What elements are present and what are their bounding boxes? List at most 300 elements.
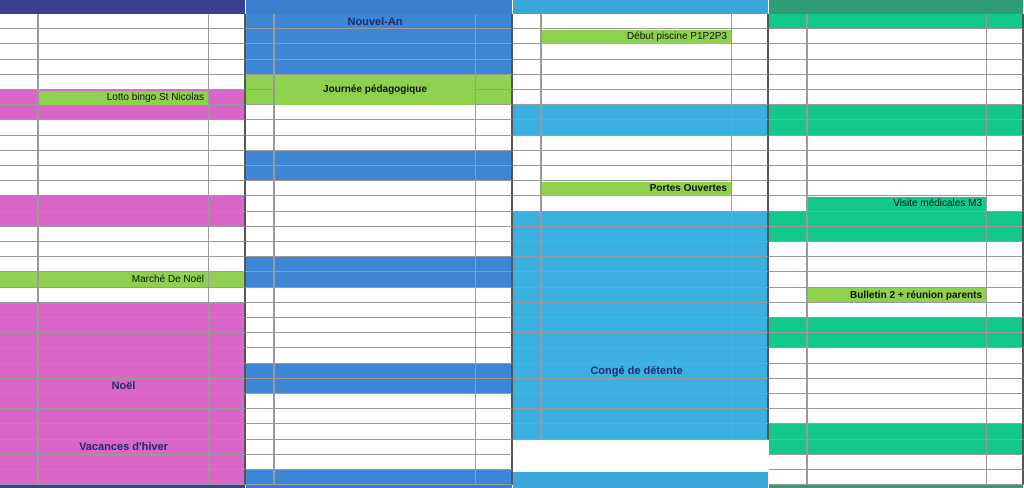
day-name-cell	[769, 364, 807, 379]
day-number-cell	[208, 242, 246, 257]
event-cell[interactable]	[274, 318, 475, 333]
day-name-cell	[246, 242, 274, 257]
day-number-cell	[475, 90, 513, 105]
day-number-cell	[475, 364, 513, 379]
day-name-cell	[0, 303, 38, 318]
day-name-cell	[769, 136, 807, 151]
event-cell[interactable]	[807, 166, 986, 181]
event-cell[interactable]	[541, 120, 731, 135]
event-cell[interactable]	[807, 90, 986, 105]
event-label[interactable]: Congé de détente	[590, 365, 683, 378]
day-name-cell	[769, 242, 807, 257]
day-number-cell	[986, 272, 1024, 287]
day-number-cell	[731, 120, 769, 135]
event-label[interactable]: Bulletin 2 + réunion parents	[808, 288, 986, 302]
event-cell[interactable]	[38, 227, 208, 242]
event-cell[interactable]	[807, 333, 986, 348]
event-cell[interactable]	[274, 242, 475, 257]
day-name-cell	[513, 29, 541, 44]
month-header-janvier	[246, 0, 513, 14]
day-number-cell	[208, 440, 246, 455]
event-cell[interactable]	[807, 151, 986, 166]
day-number-cell	[731, 212, 769, 227]
event-cell[interactable]	[38, 333, 208, 348]
day-name-cell	[769, 105, 807, 120]
event-cell[interactable]	[38, 14, 208, 29]
day-number-cell	[208, 455, 246, 470]
day-name-cell	[769, 44, 807, 59]
day-name-cell	[0, 424, 38, 439]
day-name-cell	[513, 75, 541, 90]
event-cell[interactable]	[807, 272, 986, 287]
event-cell[interactable]	[274, 379, 475, 394]
day-name-cell	[769, 14, 807, 29]
day-number-cell	[986, 455, 1024, 470]
day-name-cell	[246, 257, 274, 272]
day-number-cell	[986, 394, 1024, 409]
event-cell[interactable]	[38, 242, 208, 257]
event-cell[interactable]	[541, 105, 731, 120]
day-name-cell	[513, 318, 541, 333]
event-cell[interactable]	[274, 303, 475, 318]
day-number-cell	[475, 151, 513, 166]
day-number-cell	[208, 75, 246, 90]
event-cell[interactable]	[541, 409, 731, 424]
event-cell[interactable]	[541, 379, 731, 394]
event-cell[interactable]	[541, 303, 731, 318]
day-name-cell	[0, 288, 38, 303]
day-name-cell	[769, 348, 807, 363]
event-cell[interactable]	[807, 409, 986, 424]
day-number-cell	[475, 105, 513, 120]
day-number-cell	[208, 470, 246, 485]
event-cell[interactable]	[541, 257, 731, 272]
event-cell[interactable]	[274, 166, 475, 181]
event-cell[interactable]	[541, 288, 731, 303]
event-cell[interactable]	[274, 212, 475, 227]
day-name-cell	[246, 364, 274, 379]
event-cell[interactable]	[541, 166, 731, 181]
event-cell[interactable]	[38, 151, 208, 166]
event-cell[interactable]	[807, 379, 986, 394]
day-name-cell	[769, 394, 807, 409]
day-name-cell	[769, 409, 807, 424]
month-header-mars	[769, 0, 1024, 14]
day-name-cell	[513, 181, 541, 196]
event-cell[interactable]	[541, 90, 731, 105]
event-cell[interactable]	[274, 196, 475, 211]
day-number-cell	[731, 242, 769, 257]
day-name-cell	[769, 257, 807, 272]
day-number-cell	[475, 272, 513, 287]
day-number-cell	[986, 440, 1024, 455]
event-cell[interactable]	[274, 455, 475, 470]
event-cell[interactable]	[274, 105, 475, 120]
day-name-cell	[769, 440, 807, 455]
day-name-cell	[0, 440, 38, 455]
event-cell[interactable]	[541, 60, 731, 75]
day-number-cell	[475, 14, 513, 29]
event-cell[interactable]	[541, 196, 731, 211]
event-cell[interactable]	[38, 212, 208, 227]
day-number-cell	[986, 151, 1024, 166]
event-label[interactable]: Nouvel-An	[347, 15, 403, 28]
month-header-fevrier	[513, 0, 769, 14]
day-name-cell	[769, 212, 807, 227]
day-number-cell	[731, 105, 769, 120]
day-number-cell	[986, 348, 1024, 363]
day-number-cell	[986, 379, 1024, 394]
day-name-cell	[0, 120, 38, 135]
day-number-cell	[475, 181, 513, 196]
day-number-cell	[475, 409, 513, 424]
day-number-cell	[208, 394, 246, 409]
day-name-cell	[513, 303, 541, 318]
day-number-cell	[475, 196, 513, 211]
event-cell[interactable]	[807, 120, 986, 135]
event-cell[interactable]	[38, 29, 208, 44]
day-name-cell	[769, 379, 807, 394]
event-cell[interactable]	[807, 75, 986, 90]
day-name-cell	[513, 196, 541, 211]
event-label[interactable]: Vacances d'hiver	[79, 441, 168, 454]
day-number-cell	[731, 181, 769, 196]
day-name-cell	[0, 455, 38, 470]
event-label[interactable]: Lotto bingo St Nicolas	[39, 91, 208, 105]
event-cell[interactable]	[274, 60, 475, 75]
day-number-cell	[208, 288, 246, 303]
day-number-cell	[986, 196, 1024, 211]
day-number-cell	[475, 166, 513, 181]
day-number-cell	[986, 257, 1024, 272]
day-name-cell	[246, 44, 274, 59]
event-cell[interactable]	[541, 348, 731, 363]
day-name-cell	[246, 409, 274, 424]
event-cell[interactable]	[807, 440, 986, 455]
day-number-cell	[208, 44, 246, 59]
day-name-cell	[513, 44, 541, 59]
event-cell[interactable]	[274, 333, 475, 348]
day-number-cell	[208, 90, 246, 105]
day-number-cell	[475, 333, 513, 348]
event-cell[interactable]	[807, 303, 986, 318]
day-name-cell	[769, 455, 807, 470]
day-name-cell	[769, 288, 807, 303]
event-cell[interactable]	[274, 272, 475, 287]
day-number-cell	[475, 75, 513, 90]
day-name-cell	[246, 60, 274, 75]
day-name-cell	[513, 242, 541, 257]
day-number-cell	[208, 196, 246, 211]
day-number-cell	[986, 364, 1024, 379]
day-name-cell	[769, 120, 807, 135]
day-number-cell	[475, 212, 513, 227]
day-number-cell	[986, 166, 1024, 181]
day-name-cell	[246, 440, 274, 455]
event-cell[interactable]	[38, 409, 208, 424]
day-number-cell	[986, 212, 1024, 227]
day-number-cell	[208, 105, 246, 120]
day-number-cell	[475, 424, 513, 439]
event-cell[interactable]	[807, 29, 986, 44]
event-cell[interactable]	[807, 105, 986, 120]
event-cell[interactable]	[807, 424, 986, 439]
event-cell[interactable]	[274, 424, 475, 439]
day-number-cell	[731, 196, 769, 211]
day-number-cell	[208, 60, 246, 75]
event-cell[interactable]	[274, 288, 475, 303]
day-name-cell	[0, 136, 38, 151]
day-name-cell	[0, 29, 38, 44]
event-cell[interactable]	[807, 257, 986, 272]
day-number-cell	[986, 470, 1024, 485]
event-label[interactable]: Visite médicales M3	[808, 197, 986, 211]
day-number-cell	[986, 242, 1024, 257]
day-number-cell	[475, 470, 513, 485]
day-number-cell	[208, 424, 246, 439]
day-name-cell	[513, 333, 541, 348]
day-number-cell	[986, 75, 1024, 90]
day-number-cell	[731, 333, 769, 348]
day-number-cell	[731, 136, 769, 151]
day-name-cell	[246, 227, 274, 242]
month-footer-fevrier	[513, 472, 769, 488]
event-cell[interactable]	[541, 333, 731, 348]
event-cell[interactable]	[274, 29, 475, 44]
event-cell[interactable]	[807, 227, 986, 242]
event-cell[interactable]	[38, 424, 208, 439]
event-cell[interactable]	[807, 181, 986, 196]
day-number-cell	[208, 409, 246, 424]
event-cell[interactable]	[274, 348, 475, 363]
day-number-cell	[208, 14, 246, 29]
event-cell[interactable]	[274, 257, 475, 272]
event-cell[interactable]	[38, 455, 208, 470]
day-name-cell	[246, 75, 274, 90]
event-cell[interactable]	[807, 455, 986, 470]
month-header-decembre	[0, 0, 246, 14]
event-label[interactable]: Début piscine P1P2P3	[542, 30, 731, 44]
day-number-cell	[986, 227, 1024, 242]
day-name-cell	[513, 120, 541, 135]
day-name-cell	[0, 196, 38, 211]
day-number-cell	[208, 166, 246, 181]
day-name-cell	[513, 14, 541, 29]
event-cell[interactable]	[38, 181, 208, 196]
event-cell[interactable]	[274, 440, 475, 455]
day-name-cell	[246, 166, 274, 181]
day-name-cell	[0, 60, 38, 75]
day-name-cell	[513, 424, 541, 439]
day-number-cell	[208, 136, 246, 151]
day-name-cell	[0, 470, 38, 485]
event-cell[interactable]	[38, 348, 208, 363]
day-name-cell	[246, 394, 274, 409]
day-name-cell	[0, 90, 38, 105]
day-number-cell	[208, 181, 246, 196]
day-name-cell	[0, 394, 38, 409]
event-cell[interactable]	[274, 151, 475, 166]
day-name-cell	[246, 90, 274, 105]
day-number-cell	[208, 257, 246, 272]
day-name-cell	[0, 105, 38, 120]
day-name-cell	[513, 288, 541, 303]
day-name-cell	[769, 303, 807, 318]
day-number-cell	[475, 136, 513, 151]
day-name-cell	[0, 257, 38, 272]
event-cell[interactable]	[38, 136, 208, 151]
day-number-cell	[986, 90, 1024, 105]
day-name-cell	[246, 348, 274, 363]
day-name-cell	[246, 196, 274, 211]
event-cell[interactable]	[807, 242, 986, 257]
event-cell[interactable]	[38, 303, 208, 318]
event-cell[interactable]	[541, 136, 731, 151]
event-cell[interactable]	[541, 424, 731, 439]
day-number-cell	[986, 333, 1024, 348]
day-name-cell	[769, 29, 807, 44]
day-number-cell	[475, 394, 513, 409]
day-number-cell	[986, 181, 1024, 196]
event-label[interactable]: Journée pédagogique	[275, 75, 475, 104]
event-cell[interactable]	[38, 196, 208, 211]
day-number-cell	[986, 60, 1024, 75]
day-name-cell	[0, 227, 38, 242]
event-cell[interactable]	[274, 120, 475, 135]
day-name-cell	[246, 151, 274, 166]
day-number-cell	[475, 318, 513, 333]
day-name-cell	[246, 470, 274, 485]
event-cell[interactable]	[38, 120, 208, 135]
event-cell[interactable]	[807, 318, 986, 333]
event-cell[interactable]	[807, 14, 986, 29]
event-cell[interactable]	[274, 394, 475, 409]
day-name-cell	[246, 333, 274, 348]
day-number-cell	[986, 424, 1024, 439]
event-cell[interactable]	[807, 364, 986, 379]
day-name-cell	[0, 318, 38, 333]
day-name-cell	[513, 364, 541, 379]
day-number-cell	[731, 303, 769, 318]
event-cell[interactable]	[274, 181, 475, 196]
day-name-cell	[769, 196, 807, 211]
event-cell[interactable]	[38, 394, 208, 409]
day-name-cell	[513, 272, 541, 287]
event-cell[interactable]	[38, 60, 208, 75]
day-number-cell	[208, 29, 246, 44]
day-number-cell	[475, 29, 513, 44]
event-cell[interactable]	[274, 364, 475, 379]
day-name-cell	[513, 394, 541, 409]
event-cell[interactable]	[274, 44, 475, 59]
day-name-cell	[513, 379, 541, 394]
event-cell[interactable]	[38, 166, 208, 181]
event-cell[interactable]	[541, 242, 731, 257]
day-name-cell	[513, 257, 541, 272]
event-cell[interactable]	[541, 14, 731, 29]
event-cell[interactable]	[807, 348, 986, 363]
day-number-cell	[986, 303, 1024, 318]
event-cell[interactable]	[38, 75, 208, 90]
day-name-cell	[769, 181, 807, 196]
event-cell[interactable]	[541, 44, 731, 59]
day-name-cell	[0, 166, 38, 181]
event-cell[interactable]	[541, 394, 731, 409]
event-cell[interactable]	[541, 75, 731, 90]
event-cell[interactable]	[807, 136, 986, 151]
event-cell[interactable]	[38, 288, 208, 303]
day-number-cell	[731, 227, 769, 242]
day-number-cell	[986, 288, 1024, 303]
event-label[interactable]: Marché De Noël	[39, 273, 208, 287]
event-cell[interactable]	[541, 318, 731, 333]
day-name-cell	[769, 272, 807, 287]
event-cell[interactable]	[541, 151, 731, 166]
day-number-cell	[731, 75, 769, 90]
day-number-cell	[475, 303, 513, 318]
event-cell[interactable]	[541, 212, 731, 227]
event-cell[interactable]	[274, 409, 475, 424]
event-cell[interactable]	[807, 394, 986, 409]
day-name-cell	[769, 90, 807, 105]
day-number-cell	[986, 105, 1024, 120]
day-number-cell	[475, 455, 513, 470]
event-label[interactable]: Noël	[111, 380, 136, 393]
event-cell[interactable]	[807, 212, 986, 227]
day-number-cell	[731, 364, 769, 379]
day-number-cell	[731, 14, 769, 29]
event-cell[interactable]	[38, 44, 208, 59]
day-number-cell	[731, 409, 769, 424]
day-name-cell	[513, 166, 541, 181]
event-cell[interactable]	[38, 318, 208, 333]
day-number-cell	[731, 29, 769, 44]
event-cell[interactable]	[807, 470, 986, 485]
day-number-cell	[731, 318, 769, 333]
event-label[interactable]: Portes Ouvertes	[542, 182, 731, 196]
day-name-cell	[246, 303, 274, 318]
day-name-cell	[513, 151, 541, 166]
day-number-cell	[731, 379, 769, 394]
day-name-cell	[246, 318, 274, 333]
event-cell[interactable]	[38, 364, 208, 379]
day-name-cell	[513, 212, 541, 227]
event-cell[interactable]	[38, 105, 208, 120]
day-number-cell	[208, 364, 246, 379]
day-number-cell	[475, 440, 513, 455]
day-name-cell	[769, 470, 807, 485]
day-number-cell	[475, 242, 513, 257]
event-cell[interactable]	[38, 257, 208, 272]
day-name-cell	[513, 348, 541, 363]
day-number-cell	[208, 272, 246, 287]
event-cell[interactable]	[807, 44, 986, 59]
day-number-cell	[208, 120, 246, 135]
event-cell[interactable]	[274, 227, 475, 242]
event-cell[interactable]	[807, 60, 986, 75]
event-cell[interactable]	[541, 272, 731, 287]
day-name-cell	[246, 455, 274, 470]
event-cell[interactable]	[274, 470, 475, 485]
event-cell[interactable]	[274, 136, 475, 151]
day-number-cell	[208, 379, 246, 394]
day-number-cell	[475, 60, 513, 75]
day-name-cell	[246, 29, 274, 44]
event-cell[interactable]	[38, 470, 208, 485]
day-name-cell	[246, 181, 274, 196]
day-name-cell	[0, 151, 38, 166]
event-cell[interactable]	[541, 227, 731, 242]
